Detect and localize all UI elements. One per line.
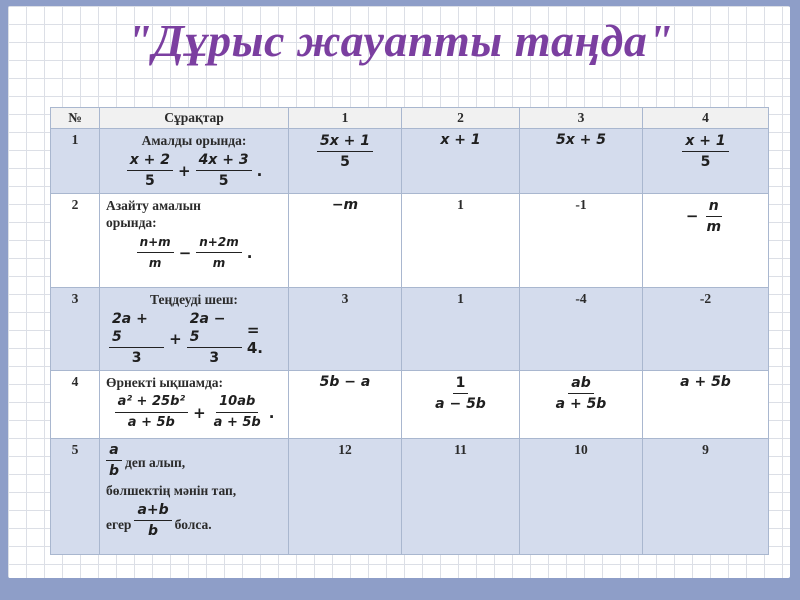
answer-option-1[interactable]: 5b − a bbox=[289, 371, 402, 439]
question-cell bbox=[100, 439, 289, 555]
question-text: Теңдеуді шеш: bbox=[150, 292, 238, 307]
slide-title: "Дұрыс жауапты таңда" bbox=[126, 15, 674, 66]
answer-option-3[interactable]: $\frac{ab}{a + 5b}$ bbox=[520, 371, 643, 439]
table-header-row bbox=[51, 108, 769, 129]
answer-option-3[interactable]: -4 bbox=[520, 288, 643, 371]
quiz-table bbox=[50, 107, 769, 555]
question-cell: Теңдеуді шеш: $\frac{2a + 5}{3}$ + $\frac{2a - 5}{3}$ = 4. bbox=[100, 288, 289, 371]
answer-option-4[interactable]: − $\frac{n}{m}$ bbox=[643, 194, 769, 288]
question-cell: Азайту амалын орында: $\frac{n+m}{m}$ − $\frac{n+2m}{m}$ . bbox=[100, 194, 289, 288]
answer-option-3[interactable]: 5x + 5 bbox=[520, 129, 643, 194]
answer-option-3[interactable]: 10 bbox=[520, 439, 643, 555]
question-text: деп алып, bbox=[125, 455, 186, 470]
row-number: 2 bbox=[51, 194, 100, 288]
answer-option-2[interactable]: 1 bbox=[402, 288, 520, 371]
fraction: $\frac{n+2m}{m}$ bbox=[196, 233, 241, 272]
fraction: $\frac{10ab}{a + 5b}$ bbox=[213, 394, 261, 430]
table-row bbox=[51, 439, 769, 555]
table-row bbox=[51, 129, 769, 194]
answer-option-2[interactable]: 11 bbox=[402, 439, 520, 555]
header-option-1: 1 bbox=[289, 108, 402, 129]
table-row bbox=[51, 288, 769, 371]
row-number: 5 bbox=[51, 439, 100, 555]
answer-option-1[interactable]: −m bbox=[289, 194, 402, 288]
table-row bbox=[51, 194, 769, 288]
answer-option-1[interactable]: $\frac{5x + 1}{5}$ bbox=[289, 129, 402, 194]
fraction: $\frac{a}{b}$ bbox=[106, 441, 122, 480]
question-text: бөлшектің мәнін тап, bbox=[106, 483, 237, 498]
row-number: 3 bbox=[51, 288, 100, 371]
fraction: $\frac{4x + 3}{5}$ bbox=[196, 151, 252, 190]
header-option-2: 2 bbox=[402, 108, 520, 129]
question-text: Амалды орында: bbox=[141, 133, 247, 148]
row-number: 4 bbox=[51, 371, 100, 439]
answer-option-2[interactable]: $\frac{1}{a - 5b}$ bbox=[402, 371, 520, 439]
question-cell: Амалды орында: $\frac{x + 2}{5}$ + $\frac{4x + 3}{5}$ . bbox=[100, 129, 289, 194]
answer-option-2[interactable]: 1 bbox=[402, 194, 520, 288]
row-number: 1 bbox=[51, 129, 100, 194]
answer-option-4[interactable]: -2 bbox=[643, 288, 769, 371]
header-option-3: 3 bbox=[520, 108, 643, 129]
answer-option-4[interactable]: a + 5b bbox=[643, 371, 769, 439]
answer-option-3[interactable]: -1 bbox=[520, 194, 643, 288]
question-cell: Өрнекті ықшамда: $\frac{\text{a² + 25b²}}{a + 5b}$ + $\frac{10ab}{a + 5b}$ . bbox=[100, 371, 289, 439]
table-row bbox=[51, 371, 769, 439]
fraction: $\frac{n+m}{m}$ bbox=[137, 233, 174, 272]
answer-option-2[interactable]: x + 1 bbox=[402, 129, 520, 194]
question-text: болса. bbox=[174, 516, 212, 532]
answer-option-4[interactable]: 9 bbox=[643, 439, 769, 555]
answer-option-1[interactable]: 3 bbox=[289, 288, 402, 371]
question-text: Өрнекті ықшамда: bbox=[106, 375, 224, 390]
header-questions: Сұрақтар bbox=[100, 108, 289, 129]
question-text: Азайту амалын bbox=[106, 198, 201, 213]
fraction: $\frac{\text{a² + 25b²}}{a + 5b}$ bbox=[115, 393, 189, 432]
header-option-4: 4 bbox=[643, 108, 769, 129]
fraction: $\frac{2a + 5}{3}$ bbox=[109, 310, 164, 367]
answer-option-1[interactable]: 12 bbox=[289, 439, 402, 555]
question-text: егер bbox=[106, 516, 132, 532]
header-number: № bbox=[51, 108, 100, 129]
bottom-band bbox=[0, 578, 800, 600]
fraction: $\frac{x + 2}{5}$ bbox=[127, 151, 173, 190]
fraction: $\frac{2a - 5}{3}$ bbox=[187, 310, 242, 367]
answer-option-4[interactable]: $\frac{x + 1}{5}$ bbox=[643, 129, 769, 194]
fraction: $\frac{a+b}{b}$ bbox=[134, 501, 171, 540]
question-text: орында: bbox=[106, 215, 157, 230]
